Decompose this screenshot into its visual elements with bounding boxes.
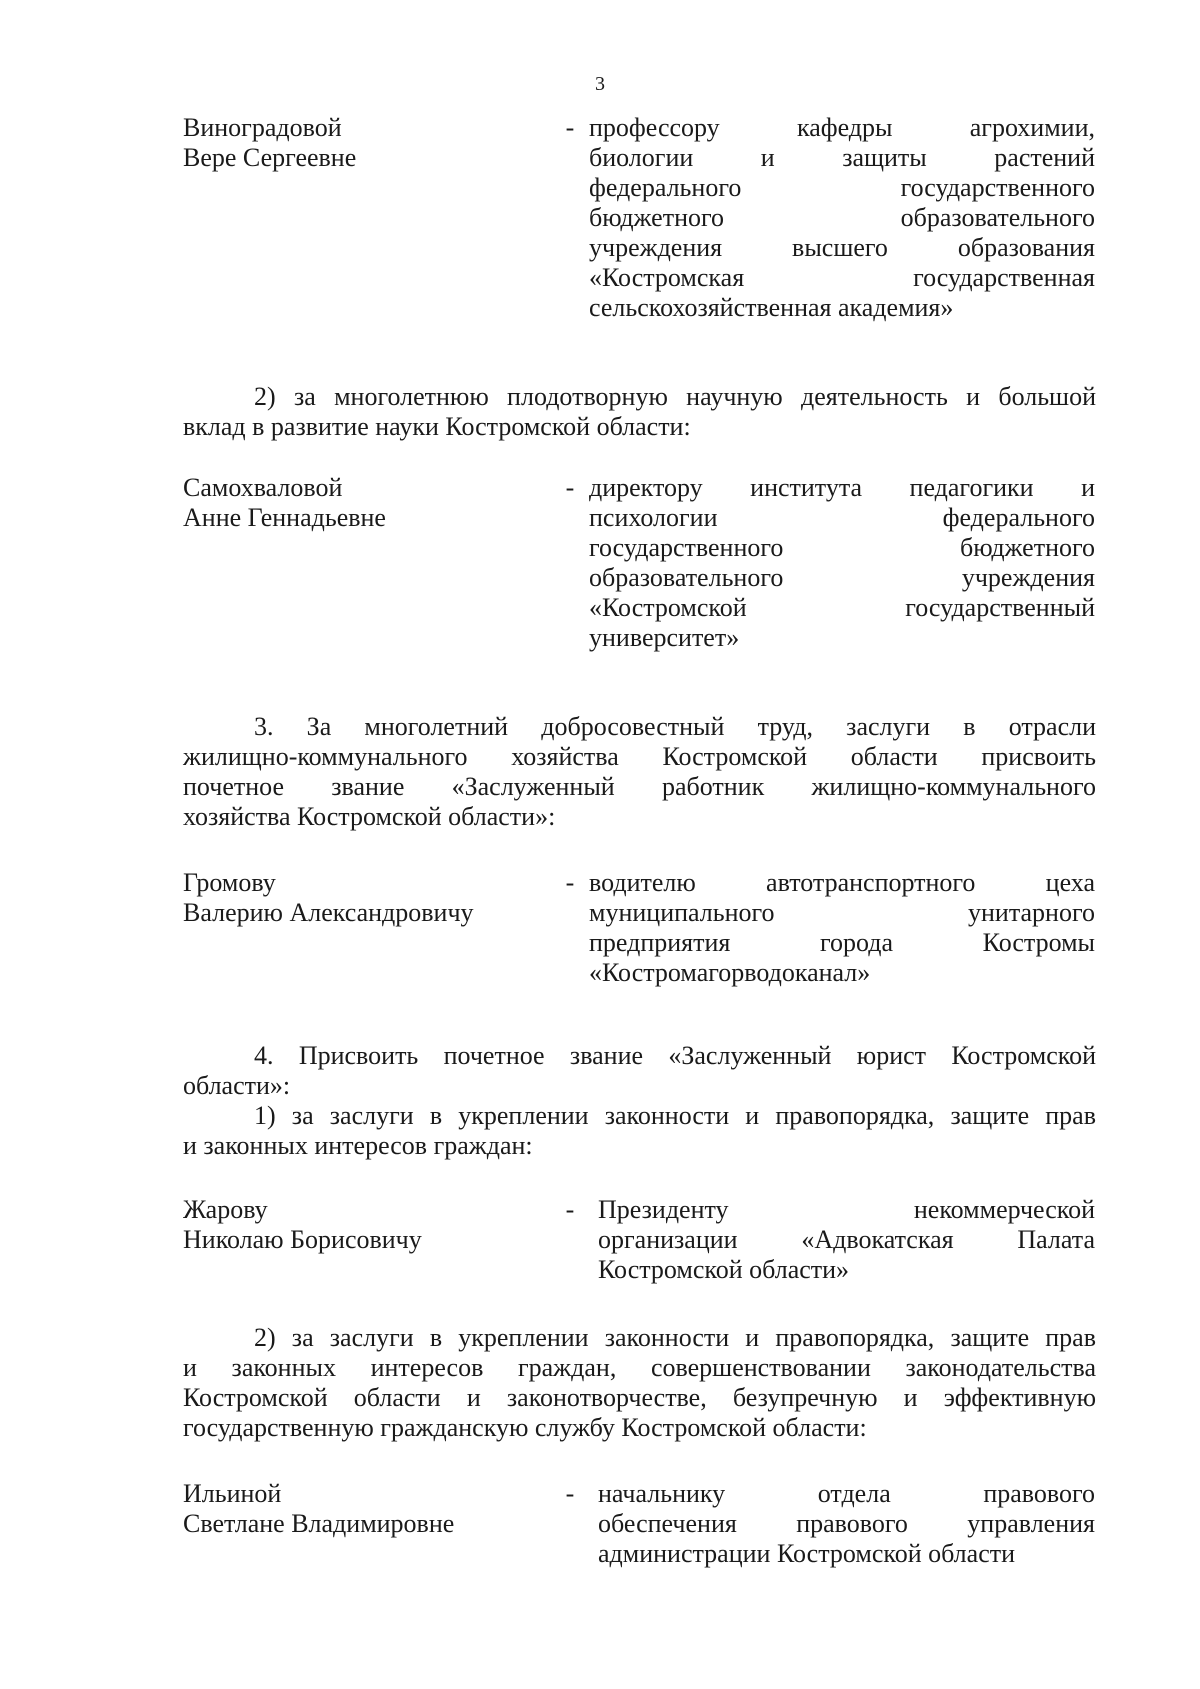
position-line: образовательного учреждения: [589, 563, 1095, 592]
paragraph-line: 1) за заслуги в укреплении законности и правопорядка, защите прав: [254, 1101, 1096, 1130]
entry-dash: -: [565, 1195, 575, 1224]
paragraph-line: Костромской области и законотворчестве, безупречную и эффективную: [183, 1383, 1096, 1412]
recipient-name: [183, 113, 543, 173]
position-line: учреждения высшего образования: [589, 233, 1095, 262]
paragraph: [183, 712, 1096, 832]
position-line: биологии и защиты растений: [589, 143, 1095, 172]
paragraph-line: государственную гражданскую службу Костромской области:: [183, 1413, 867, 1442]
paragraph: [183, 1323, 1096, 1443]
position-line: начальнику отдела правового: [598, 1479, 1095, 1508]
recipient-name: [183, 1479, 543, 1539]
recipient-position: [598, 1479, 1095, 1569]
position-line: водителю автотранспортного цеха: [589, 868, 1095, 897]
paragraph-line: 2) за заслуги в укреплении законности и правопорядка, защите прав: [254, 1323, 1096, 1352]
entry-dash: -: [565, 473, 575, 502]
recipient-given-names: Валерию Александровичу: [183, 898, 474, 927]
paragraph-line: 2) за многолетнюю плодотворную научную деятельность и большой: [254, 382, 1096, 411]
recipient-position: [589, 113, 1095, 323]
position-line: обеспечения правового управления: [598, 1509, 1095, 1538]
paragraph-line: почетное звание «Заслуженный работник жилищно-коммунального: [183, 772, 1096, 801]
recipient-position: [589, 473, 1095, 653]
page-number: 3: [595, 73, 605, 95]
position-line: психологии федерального: [589, 503, 1095, 532]
position-line: администрации Костромской области: [598, 1539, 1016, 1568]
recipient-name: [183, 473, 543, 533]
position-line: государственного бюджетного: [589, 533, 1095, 562]
recipient-given-names: Анне Геннадьевне: [183, 503, 386, 532]
paragraph-line: жилищно-коммунального хозяйства Костромской области присвоить: [183, 742, 1096, 771]
recipient-given-names: Вере Сергеевне: [183, 143, 357, 172]
position-line: организации «Адвокатская Палата: [598, 1225, 1095, 1254]
position-line: федерального государственного: [589, 173, 1095, 202]
position-line: бюджетного образовательного: [589, 203, 1095, 232]
paragraph-line: и законных интересов граждан:: [183, 1131, 533, 1160]
position-line: предприятия города Костромы: [589, 928, 1095, 957]
entry-dash: -: [565, 113, 575, 142]
entry-dash: -: [565, 868, 575, 897]
position-line: «Костромская государственная: [589, 263, 1095, 292]
position-line: университет»: [589, 623, 740, 652]
paragraph-line: 4. Присвоить почетное звание «Заслуженный юрист Костромской: [254, 1041, 1096, 1070]
position-line: муниципального унитарного: [589, 898, 1095, 927]
recipient-position: [589, 868, 1095, 988]
position-line: директору института педагогики и: [589, 473, 1095, 502]
paragraph: [183, 382, 1096, 442]
paragraph-line: 3. За многолетний добросовестный труд, заслуги в отрасли: [254, 712, 1096, 741]
paragraph-line: вклад в развитие науки Костромской области:: [183, 412, 691, 441]
position-line: «Костромской государственный: [589, 593, 1095, 622]
paragraph: [183, 1041, 1096, 1101]
recipient-surname: Самохваловой: [183, 473, 343, 502]
position-line: Президенту некоммерческой: [598, 1195, 1095, 1224]
recipient-surname: Ильиной: [183, 1479, 282, 1508]
paragraph-line: хозяйства Костромской области»:: [183, 802, 556, 831]
recipient-position: [598, 1195, 1095, 1285]
position-line: профессору кафедры агрохимии,: [589, 113, 1095, 142]
recipient-given-names: Николаю Борисовичу: [183, 1225, 422, 1254]
recipient-name: [183, 1195, 543, 1255]
position-line: Костромской области»: [598, 1255, 850, 1284]
position-line: «Костромагорводоканал»: [589, 958, 871, 987]
recipient-given-names: Светлане Владимировне: [183, 1509, 455, 1538]
paragraph: [183, 1101, 1096, 1161]
entry-dash: -: [565, 1479, 575, 1508]
recipient-surname: Виноградовой: [183, 113, 342, 142]
paragraph-line: области»:: [183, 1071, 291, 1100]
recipient-surname: Громову: [183, 868, 276, 897]
recipient-name: [183, 868, 543, 928]
position-line: сельскохозяйственная академия»: [589, 293, 954, 322]
recipient-surname: Жарову: [183, 1195, 268, 1224]
paragraph-line: и законных интересов граждан, совершенствовании законодательства: [183, 1353, 1096, 1382]
